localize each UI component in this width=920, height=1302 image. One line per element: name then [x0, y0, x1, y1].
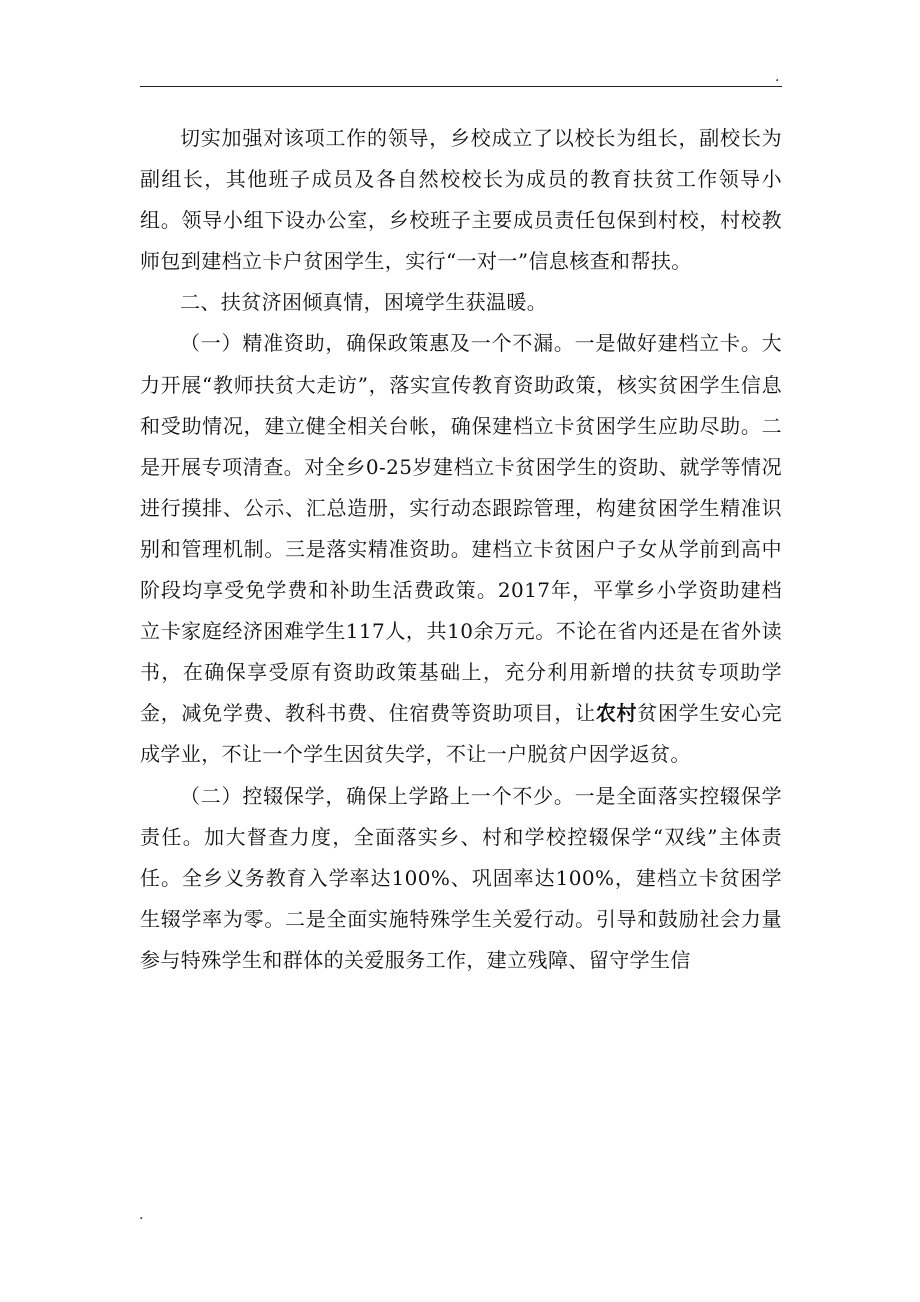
header-mark: . — [775, 69, 780, 85]
paragraph-precise-aid-text: （一）精准资助，确保政策惠及一个不漏。一是做好建档立卡。大力开展“教师扶贫大走访”，落实宣传教育资助政策，核实贫困学生信息和受助情况，建立健全相关台帐，确保建档立卡贫困学生应助尽助。二是开展专项清查。对全乡0-25岁建档立卡贫困学生的资助、就学等情况进行摸排、公示、汇总造册，实行动态跟踪管理，构建贫困学生精准识别和管理机制。三是落实精准资助。建档立卡贫困户子女从学前到高中阶段均享受免学费和补助生活费政策。2017年，平掌乡小学资助建档立卡家庭经济困难学生117人，共10余万元。不论在省内还是在省外读书，在确保享受原有资助政策基础上，充分利用新增的扶贫专项助学金，减免学费、教科书费、住宿费等资助项目，让 — [140, 331, 782, 726]
paragraph-leadership: 切实加强对该项工作的领导，乡校成立了以校长为组长，副校长为副组长，其他班子成员及各自然校校长为成员的教育扶贫工作领导小组。领导小组下设办公室，乡校班子主要成员责任包保到村校，村校教师包到建档立卡户贫困学生，实行“一对一”信息核查和帮扶。 — [140, 126, 782, 274]
document-body — [140, 118, 782, 981]
paragraph-precise-aid — [140, 323, 782, 775]
footer-mark: . — [139, 1207, 144, 1223]
header-rule — [140, 86, 782, 87]
paragraph-precise-aid-text-after: 贫困学生安心完成学业，不让一个学生因贫失学，不让一户脱贫户因学返贫。 — [140, 701, 782, 767]
paragraph-dropout-control: （二）控辍保学，确保上学路上一个不少。一是全面落实控辍保学责任。加大督查力度，全面落实乡、村和学校控辍保学“双线”主体责任。全乡义务教育入学率达100%、巩固率达100%，建档立卡贫困学生辍学率为零。二是全面实施特殊学生关爱行动。引导和鼓励社会力量参与特殊学生和群体的关爱服务工作，建立残障、留守学生信 — [140, 783, 782, 972]
section-heading-two: 二、扶贫济困倾真情，困境学生获温暖。 — [180, 290, 548, 315]
bold-term-rural: 农村 — [595, 701, 638, 726]
